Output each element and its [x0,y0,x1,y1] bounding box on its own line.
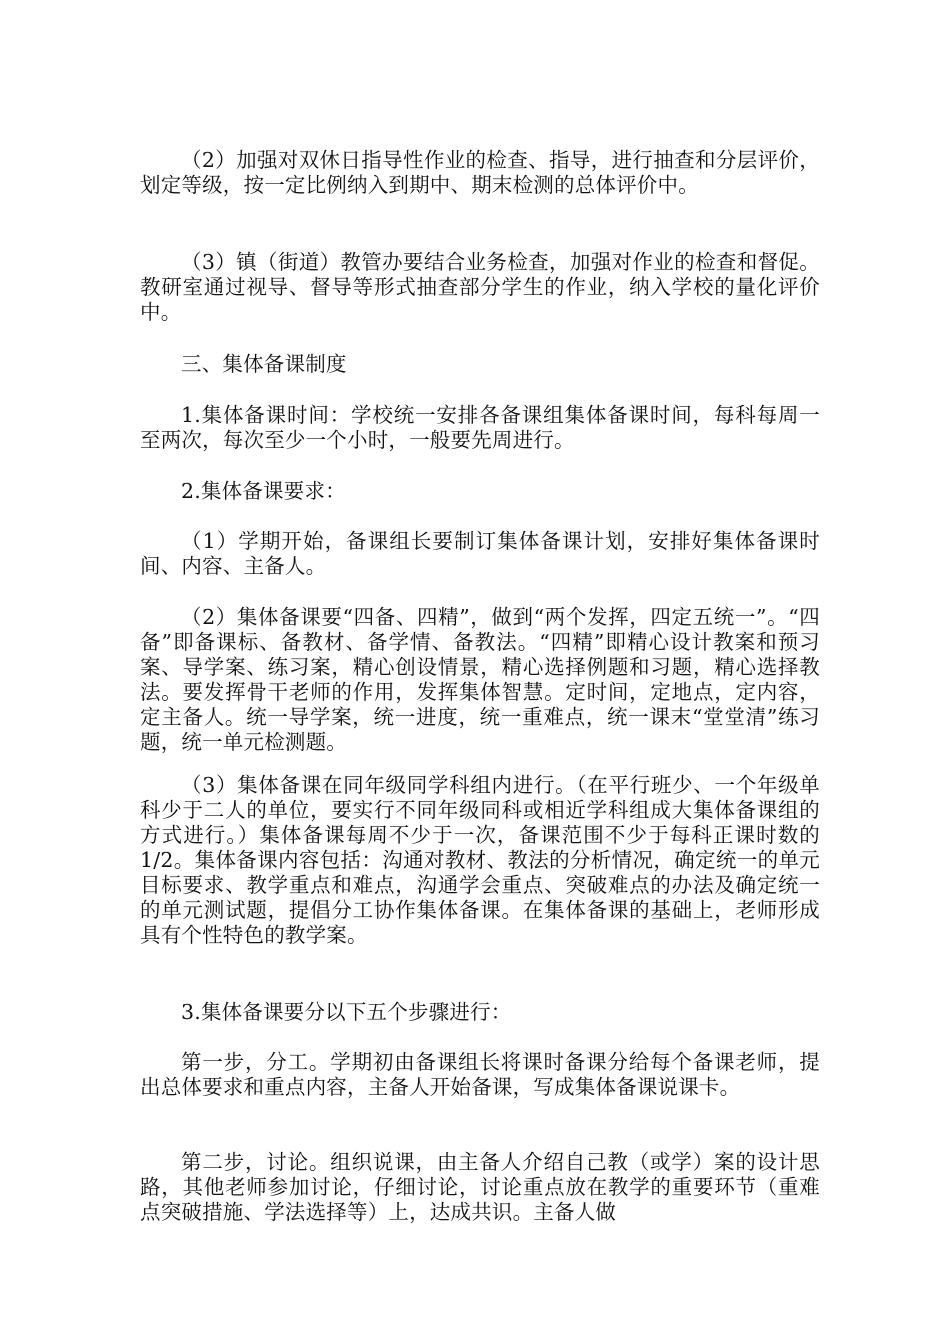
paragraph-weekend-homework-check: （2）加强对双休日指导性作业的检查、指导，进行抽查和分层评价，划定等级，按一定比例纳入到期中、期末检测的总体评价中。 [140,148,820,197]
paragraph-step-2: 第二步，讨论。组织说课，由主备人介绍自己教（或学）案的设计思路，其他老师参加讨论，仔细讨论，讨论重点放在教学的重要环节（重难点突破措施、学法选择等）上，达成共识。主备人做 [140,1150,820,1224]
section-heading-collective-lesson-prep: 三、集体备课制度 [181,352,347,376]
paragraph-requirement-2: （2）集体备课要“四备、四精”，做到“两个发挥，四定五统一”。“四备”即备课标、备教材、备学情、备教法。“四精”即精心设计教案和预习案、导学案、练习案，精心创设情景，精心选择例题和习题，精心选择教法。要发挥骨干老师的作用，发挥集体智慧。定时间，定地点，定内容，定主备人。统一导学案，统一进度，统一重难点，统一课末“堂堂清”练习题，统一单元检测题。 [140,605,820,754]
paragraph-town-supervision: （3）镇（街道）教管办要结合业务检查，加强对作业的检查和督促。教研室通过视导、督导等形式抽查部分学生的作业，纳入学校的量化评价中。 [140,250,820,324]
subheading-prep-requirements: 2.集体备课要求： [181,479,346,503]
paragraph-step-1: 第一步，分工。学期初由备课组长将课时备课分给每个备课老师，提出总体要求和重点内容，主备人开始备课，写成集体备课说课卡。 [140,1050,820,1099]
paragraph-requirement-3: （3）集体备课在同年级同学科组内进行。（在平行班少、一个年级单科少于二人的单位，要实行不同年级同科或相近学科组成大集体备课组的方式进行。）集体备课每周不少于一次，备课范围不少于每科正课时数的1/2。集体备课内容包括：沟通对教材、教法的分析情况，确定统一的单元目标要求、教学重点和难点，沟通学会重点、突破难点的办法及确定统一的单元测试题，提倡分工协作集体备课。在集体备课的基础上，老师形成具有个性特色的教学案。 [140,773,820,947]
subheading-five-steps: 3.集体备课要分以下五个步骤进行： [181,1000,512,1024]
paragraph-requirement-1: （1）学期开始，备课组长要制订集体备课计划，安排好集体备课时间、内容、主备人。 [140,529,820,578]
paragraph-prep-time: 1.集体备课时间：学校统一安排各备课组集体备课时间，每科每周一至两次，每次至少一个小时，一般要先周进行。 [140,403,820,452]
